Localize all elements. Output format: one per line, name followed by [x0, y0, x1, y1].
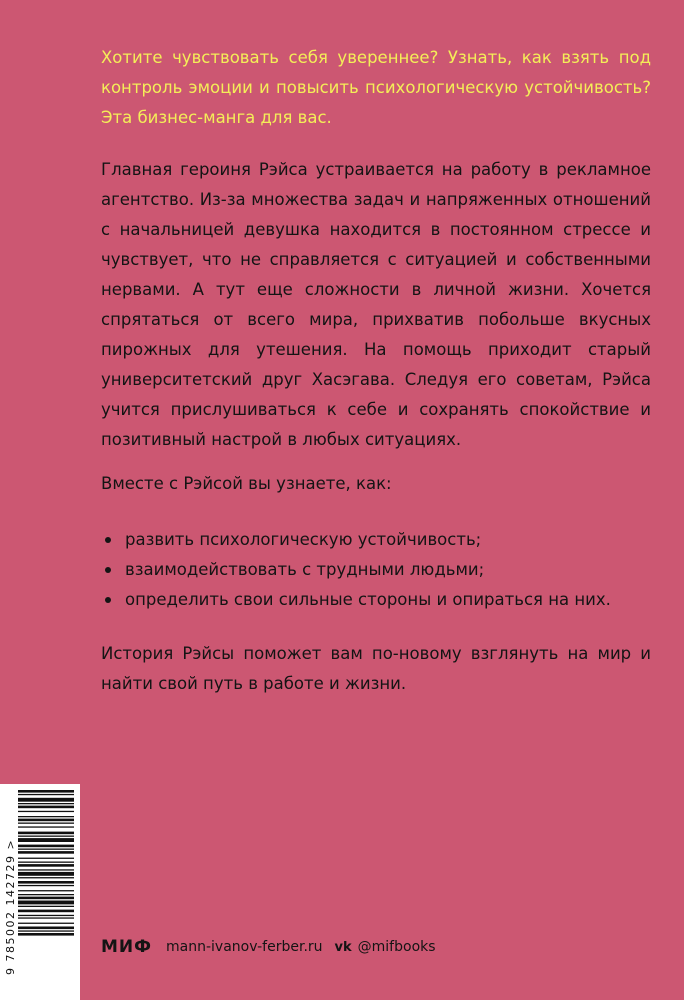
barcode-bar [18, 803, 74, 804]
barcode-bar [18, 906, 74, 907]
bullet-icon [105, 567, 111, 573]
barcode-bar [18, 798, 74, 802]
barcode-bar [18, 845, 74, 848]
barcode-bar [18, 897, 74, 900]
list-item-text: развить психологическую устойчивость; [125, 530, 482, 549]
barcode-bar [18, 933, 74, 936]
barcode-bar [18, 794, 74, 795]
publisher-logo: МИФ [101, 937, 153, 957]
barcode-bar [18, 811, 74, 812]
barcode-bar [18, 851, 74, 854]
social-handle[interactable]: @mifbooks [357, 939, 436, 955]
barcode-bar [18, 927, 74, 930]
barcode-digits: 9 785002 142729 > [4, 838, 17, 975]
barcode-bar [18, 819, 74, 822]
barcode-bar [18, 806, 74, 809]
bullet-icon [105, 537, 111, 543]
barcode-bar [18, 917, 74, 918]
barcode-bar [18, 849, 74, 850]
barcode-bar [18, 858, 74, 859]
barcode-bar [18, 832, 74, 835]
list-item [101, 525, 611, 555]
bullet-icon [105, 597, 111, 603]
learn-intro-paragraph: Вместе с Рэйсой вы узнаете, как: [101, 474, 392, 493]
barcode-bar [18, 838, 74, 842]
list-item [101, 555, 611, 585]
barcode-bar [18, 869, 74, 870]
barcode-bar [18, 816, 74, 817]
vk-icon: vk [334, 939, 352, 955]
barcode-bar [18, 930, 74, 931]
barcode-bar [18, 836, 74, 837]
barcode-bar [18, 894, 74, 895]
website-link[interactable]: mann-ivanov-ferber.ru [166, 939, 323, 955]
barcode-bar [18, 885, 74, 886]
barcode-bar [18, 881, 74, 884]
list-item-text: взаимодействовать с трудными людьми; [125, 560, 485, 579]
barcode-bar [18, 901, 74, 905]
barcode-bar [18, 872, 74, 876]
barcode-bar [18, 910, 74, 913]
barcode-bar [18, 862, 74, 863]
barcode-bar [18, 877, 74, 878]
story-paragraph: Главная героиня Рэйса устраивается на работу в рекламное агентство. Из-за множества задач и напряженных отношений с начальницей девушка находится в постоянном стрессе и чувствует, что не справляется с ситуацией и собственными нервами. А тут еще сложности в личной жизни. Хочется спрятаться от всего мира, прихватив побольше вкусных пирожных для утешения. На помощь приходит старый университетский друг Хасэгава. Следуя его советам, Рэйса учится прислушиваться к себе и сохранять спокойствие и позитивный настрой в любых ситуациях. [101, 160, 651, 449]
benefits-list [101, 525, 611, 615]
barcode-bar [18, 826, 74, 827]
list-item-text: определить свои сильные стороны и опираться на них. [125, 590, 611, 609]
barcode-bar [18, 890, 74, 891]
list-item [101, 585, 611, 615]
barcode-bar [18, 790, 74, 793]
barcode-bar [18, 823, 74, 824]
closing-paragraph: История Рэйсы поможет вам по-новому взглянуть на мир и найти свой путь в работе и жизни. [101, 644, 651, 693]
barcode-bar [18, 923, 74, 924]
barcode-bar [18, 864, 74, 867]
intro-paragraph: Хотите чувствовать себя увереннее? Узнать, как взять под контроль эмоции и повысить психологическую устойчивость? Эта бизнес-манга для вас. [101, 48, 651, 127]
publisher-footer [101, 936, 436, 958]
barcode-bar [18, 915, 74, 916]
